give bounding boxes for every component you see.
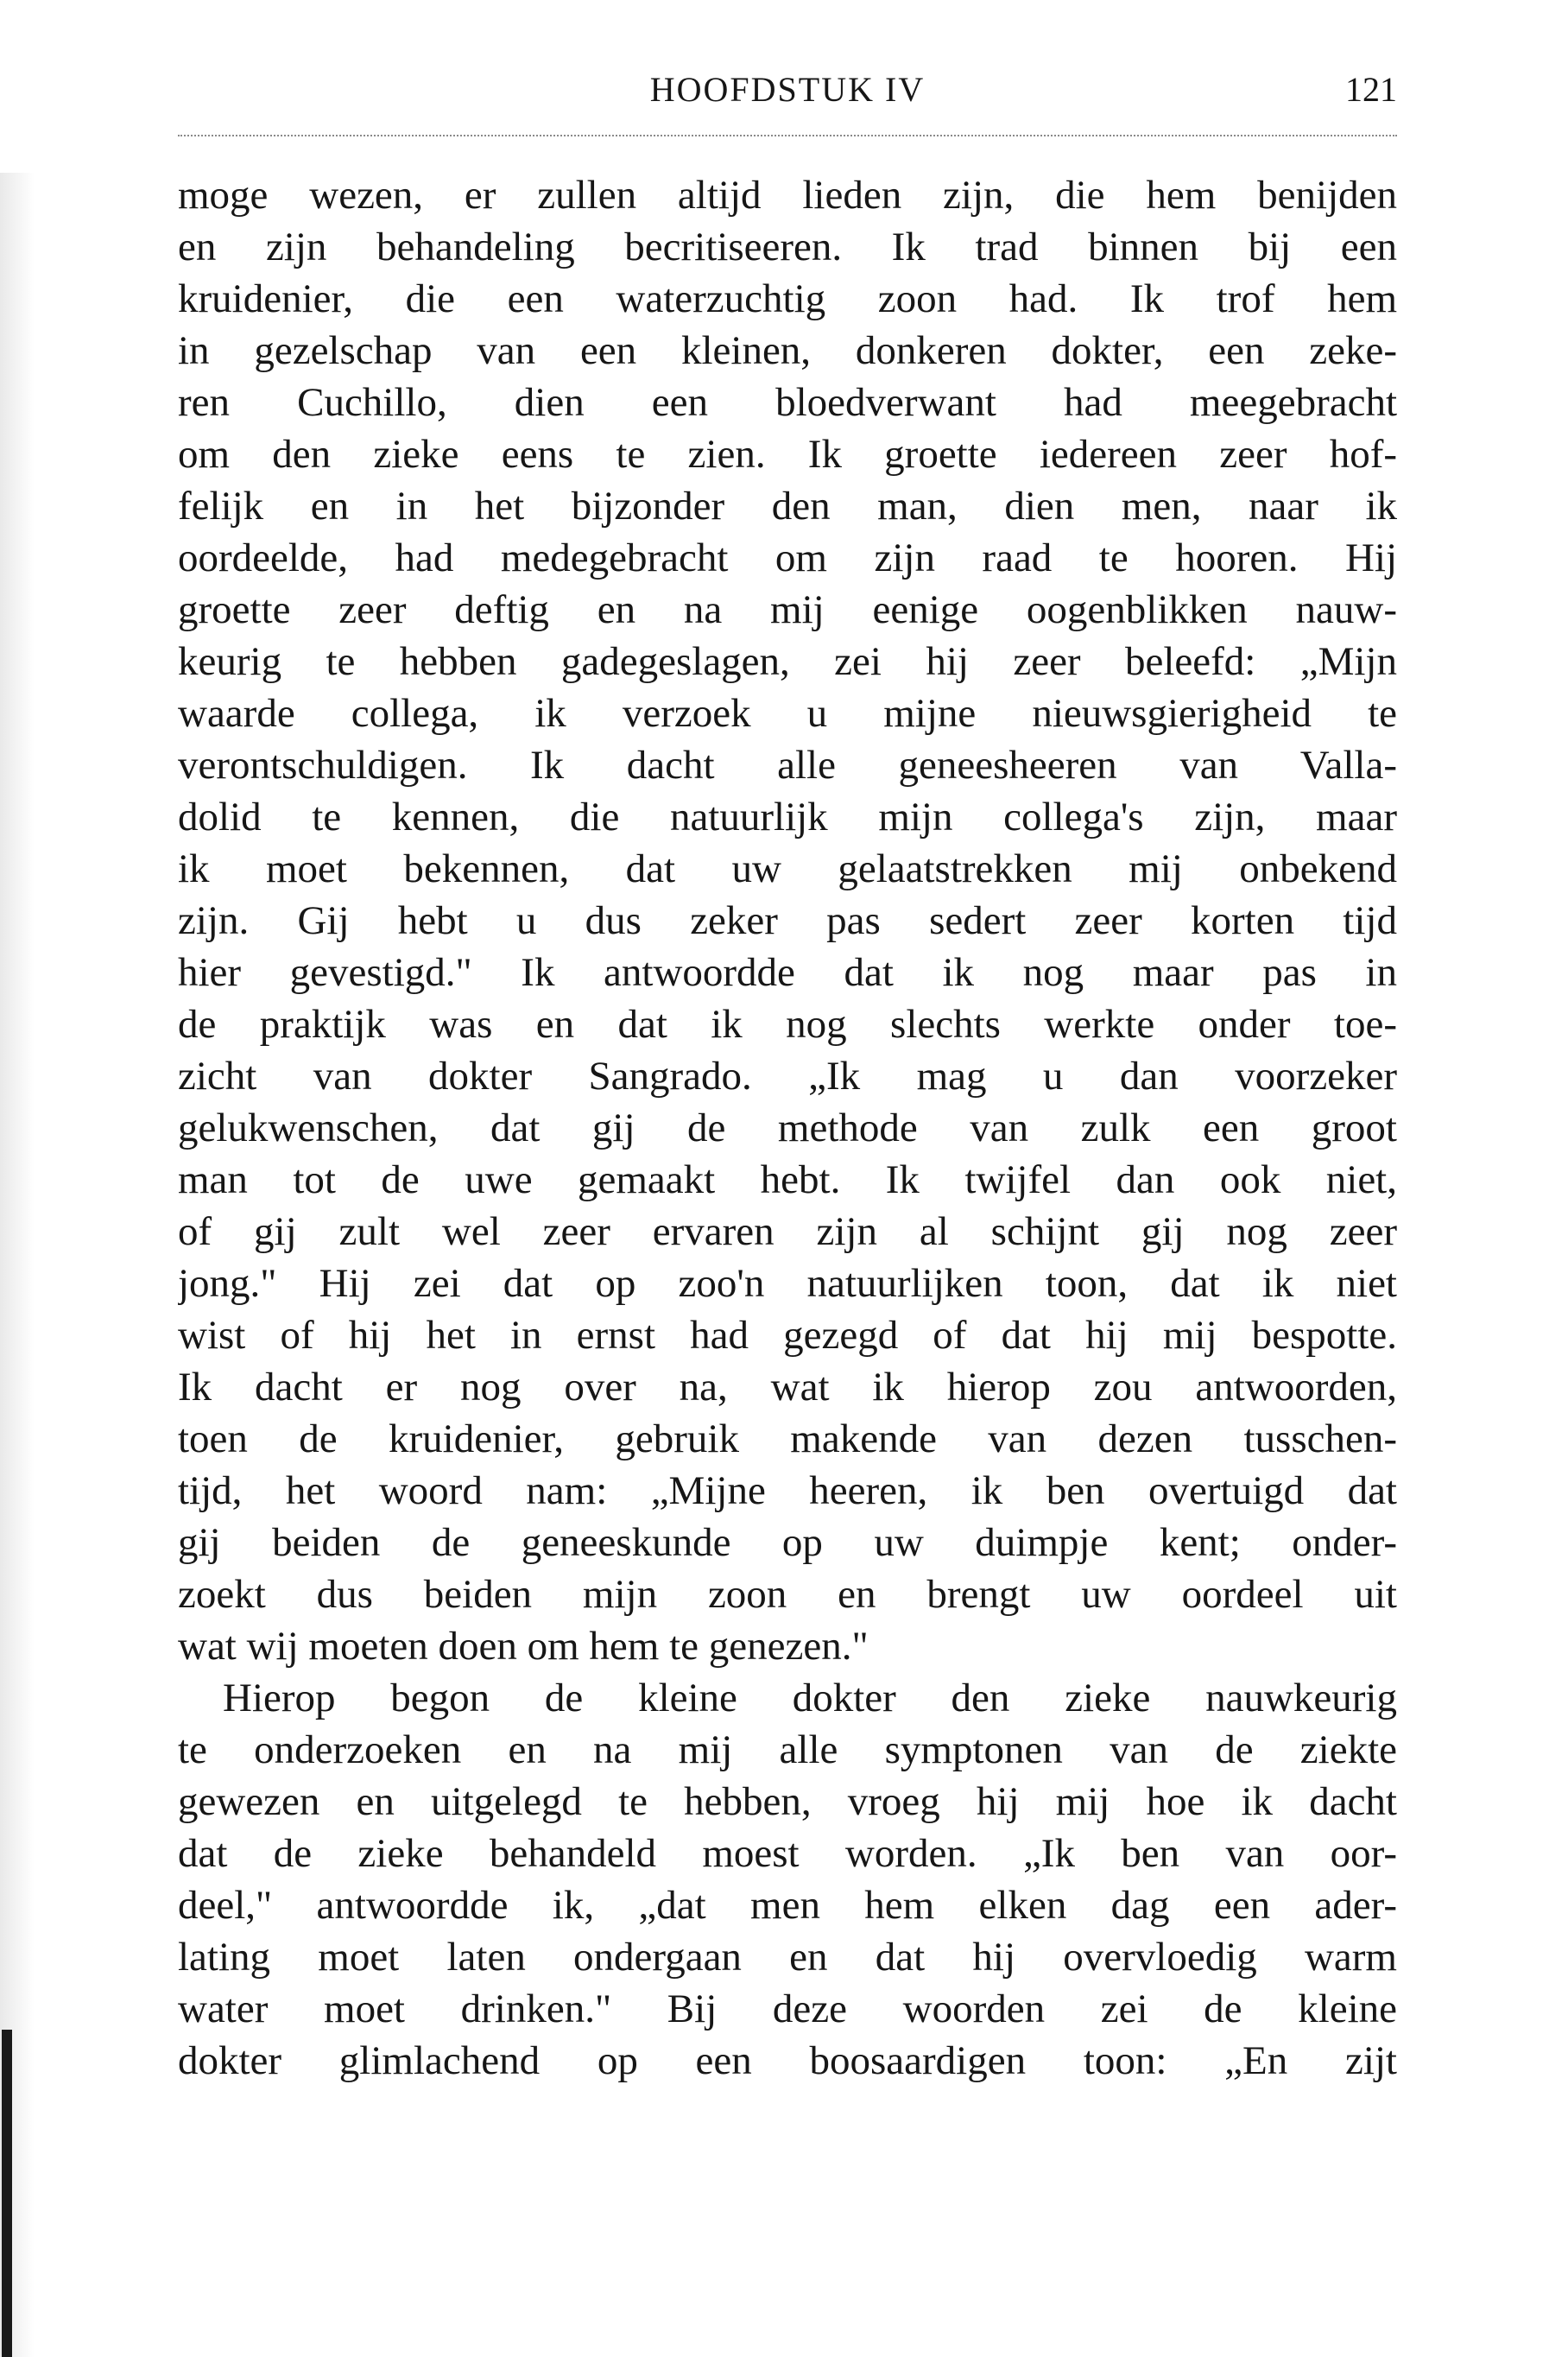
text-line: waarde collega, ik verzoek u mijne nieuwsgierigheid te xyxy=(178,691,1397,736)
text-line: kruidenier, die een waterzuchtig zoon had. Ik trof hem xyxy=(178,276,1397,321)
text-line: zoekt dus beiden mijn zoon en brengt uw oordeel uit xyxy=(178,1572,1397,1617)
text-line: dokter glimlachend op een boosaardigen toon: „En zijt xyxy=(178,2038,1397,2083)
text-line: of gij zult wel zeer ervaren zijn al schijnt gij nog zeer xyxy=(178,1209,1397,1254)
text-line: om den zieke eens te zien. Ik groette iedereen zeer hof- xyxy=(178,432,1397,477)
text-line: de praktijk was en dat ik nog slechts werkte onder toe- xyxy=(178,1002,1397,1047)
text-line: gewezen en uitgelegd te hebben, vroeg hij mij hoe ik dacht xyxy=(178,1779,1397,1824)
text-line: tijd, het woord nam: „Mijne heeren, ik ben overtuigd dat xyxy=(178,1468,1397,1513)
text-line: wist of hij het in ernst had gezegd of dat hij mij bespotte. xyxy=(178,1313,1397,1358)
text-line: zijn. Gij hebt u dus zeker pas sedert zeer korten tijd xyxy=(178,898,1397,943)
text-line: ik moet bekennen, dat uw gelaatstrekken mij onbekend xyxy=(178,846,1397,891)
text-line: water moet drinken." Bij deze woorden zei de kleine xyxy=(178,1986,1397,2031)
page-body xyxy=(178,169,1397,2087)
text-line: Ik dacht er nog over na, wat ik hierop zou antwoorden, xyxy=(178,1365,1397,1410)
text-line: dolid te kennen, die natuurlijk mijn collega's zijn, maar xyxy=(178,795,1397,840)
text-line: jong." Hij zei dat op zoo'n natuurlijken toon, dat ik niet xyxy=(178,1261,1397,1306)
text-line: groette zeer deftig en na mij eenige oogenblikken nauw- xyxy=(178,587,1397,632)
text-line: felijk en in het bijzonder den man, dien men, naar ik xyxy=(178,484,1397,529)
text-line: lating moet laten ondergaan en dat hij overvloedig warm xyxy=(178,1935,1397,1980)
book-binding-edge xyxy=(2,2030,12,2357)
paragraph-start-line: Hierop begon de kleine dokter den zieke nauwkeurig xyxy=(223,1676,1397,1720)
text-line: zicht van dokter Sangrado. „Ik mag u dan voorzeker xyxy=(178,1054,1397,1099)
paragraph-end-line: wat wij moeten doen om hem te genezen." xyxy=(178,1624,869,1669)
text-line: man tot de uwe gemaakt hebt. Ik twijfel dan ook niet, xyxy=(178,1157,1397,1202)
text-line: toen de kruidenier, gebruik makende van dezen tusschen- xyxy=(178,1416,1397,1461)
text-line: in gezelschap van een kleinen, donkeren dokter, een zeke- xyxy=(178,328,1397,373)
text-line: ren Cuchillo, dien een bloedverwant had meegebracht xyxy=(178,380,1397,425)
text-line: gelukwenschen, dat gij de methode van zulk een groot xyxy=(178,1106,1397,1150)
header-rule xyxy=(178,135,1397,136)
text-line: moge wezen, er zullen altijd lieden zijn, die hem benijden xyxy=(178,173,1397,218)
chapter-title: HOOFDSTUK IV xyxy=(649,70,926,109)
text-line: verontschuldigen. Ik dacht alle geneesheeren van Valla- xyxy=(178,743,1397,788)
page-number: 121 xyxy=(1345,70,1397,109)
text-line: en zijn behandeling becritiseeren. Ik trad binnen bij een xyxy=(178,225,1397,269)
text-line: deel," antwoordde ik, „dat men hem elken dag een ader- xyxy=(178,1883,1397,1928)
text-line: hier gevestigd." Ik antwoordde dat ik nog maar pas in xyxy=(178,950,1397,995)
text-line: gij beiden de geneeskunde op uw duimpje kent; onder- xyxy=(178,1520,1397,1565)
text-line: oordeelde, had medegebracht om zijn raad te hooren. Hij xyxy=(178,535,1397,580)
running-head xyxy=(178,64,1397,116)
text-line: keurig te hebben gadegeslagen, zei hij zeer beleefd: „Mijn xyxy=(178,639,1397,684)
text-line: dat de zieke behandeld moest worden. „Ik ben van oor- xyxy=(178,1831,1397,1876)
text-line: te onderzoeken en na mij alle symptonen van de ziekte xyxy=(178,1727,1397,1772)
